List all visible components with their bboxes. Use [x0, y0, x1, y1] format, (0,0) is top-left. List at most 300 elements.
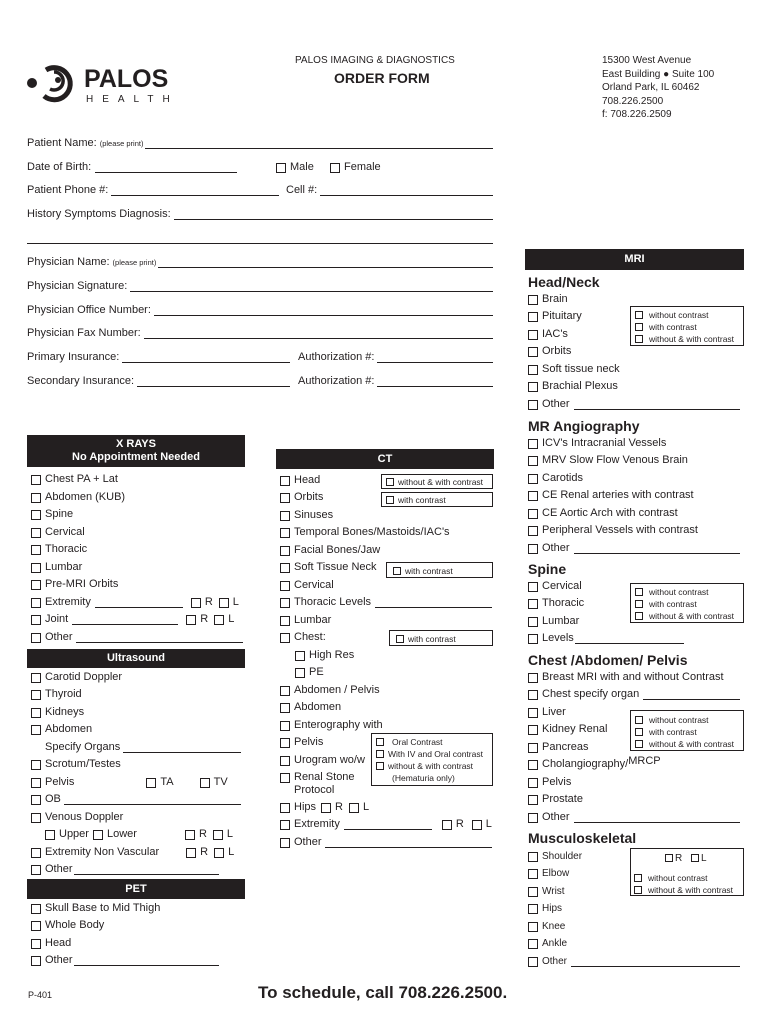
- pet-whole-body-checkbox[interactable]: [31, 921, 41, 931]
- mri-elbow-checkbox[interactable]: [528, 869, 538, 879]
- ct-other-checkbox[interactable]: [280, 838, 290, 848]
- ct-pelvis-label: Pelvis: [294, 736, 324, 748]
- pet-other-label: Other: [45, 954, 73, 966]
- ct-thoracic-checkbox[interactable]: [280, 598, 290, 608]
- mri-spine-cervical-label: Cervical: [542, 580, 582, 592]
- us-ob-checkbox[interactable]: [31, 795, 41, 805]
- xray-chest-label: Chest PA + Lat: [45, 473, 118, 485]
- ct-head-contrast-checkbox[interactable]: [386, 478, 394, 486]
- us-extremity-nv-l-checkbox[interactable]: [214, 848, 224, 858]
- us-upper-checkbox[interactable]: [45, 830, 55, 840]
- physician-name-field[interactable]: [158, 258, 493, 268]
- patient-name-field[interactable]: [145, 139, 493, 149]
- us-venous-checkbox[interactable]: [31, 813, 41, 823]
- physician-signature-label: Physician Signature:: [27, 280, 128, 292]
- cell-label: Cell #:: [286, 184, 318, 196]
- ct-facial-bones-label: Facial Bones/Jaw: [294, 544, 381, 556]
- mra-carotids-label: Carotids: [542, 472, 583, 484]
- ct-iv-oral-checkbox[interactable]: [376, 750, 384, 758]
- xray-extremity-checkbox[interactable]: [31, 598, 41, 608]
- ct-lumbar-checkbox[interactable]: [280, 616, 290, 626]
- us-other-label: Other: [45, 863, 73, 875]
- mri-chest-checkbox[interactable]: [528, 690, 538, 700]
- xray-other-checkbox[interactable]: [31, 633, 41, 643]
- mri-spine-lumbar-label: Lumbar: [542, 615, 580, 627]
- mri-pelvis-checkbox[interactable]: [528, 778, 538, 788]
- mri-msk-without-label: without contrast: [648, 873, 708, 883]
- us-pelvis-ta-checkbox[interactable]: [146, 778, 156, 788]
- us-extremity-nv-l-label: L: [228, 846, 235, 858]
- mri-mrcp-label: MRCP: [628, 755, 661, 767]
- patient-phone-field[interactable]: [111, 186, 279, 196]
- ct-high-res-checkbox[interactable]: [295, 651, 305, 661]
- mri-hn-other-checkbox[interactable]: [528, 400, 538, 410]
- ct-sinuses-checkbox[interactable]: [280, 511, 290, 521]
- us-ob-label: OB: [45, 793, 61, 805]
- ct-cervical-label: Cervical: [294, 579, 334, 591]
- ct-extremity-field[interactable]: [344, 820, 432, 830]
- us-extremity-nv-checkbox[interactable]: [31, 848, 41, 858]
- address-line: East Building ● Suite 100: [602, 68, 715, 80]
- mri-pancreas-checkbox[interactable]: [528, 743, 538, 753]
- xray-cervical-checkbox[interactable]: [31, 528, 41, 538]
- male-label: Male: [290, 161, 314, 173]
- mri-pituitary-label: Pituitary: [542, 310, 582, 322]
- mri-hn-with-checkbox[interactable]: [635, 323, 643, 331]
- ct-neck-contrast-box: [386, 562, 493, 578]
- mri-cap-other-label: Other: [542, 811, 570, 823]
- mra-ce-aortic-checkbox[interactable]: [528, 509, 538, 519]
- xrays-header: [27, 435, 245, 467]
- secondary-insurance-field[interactable]: [137, 377, 290, 387]
- physician-office-label: Physician Office Number:: [27, 304, 151, 316]
- cell-field[interactable]: [320, 186, 493, 196]
- mri-cap-other-field[interactable]: [574, 813, 740, 823]
- mri-msk-r-checkbox[interactable]: [665, 854, 673, 862]
- mri-spine-without-label: without contrast: [649, 587, 709, 597]
- xrays-title: X RAYS: [116, 438, 156, 450]
- mri-hn-contrast-box: [630, 306, 744, 346]
- ct-oral-contrast-checkbox[interactable]: [376, 738, 384, 746]
- mri-liver-checkbox[interactable]: [528, 708, 538, 718]
- mri-msk-heading: Musculoskeletal: [528, 830, 637, 846]
- address-line: 15300 West Avenue: [602, 55, 692, 66]
- ct-lumbar-label: Lumbar: [294, 614, 332, 626]
- ct-header: CT: [276, 449, 494, 469]
- mri-cap-with-checkbox[interactable]: [635, 728, 643, 736]
- mra-ce-renal-checkbox[interactable]: [528, 491, 538, 501]
- ct-hips-checkbox[interactable]: [280, 803, 290, 813]
- ct-temporal-bones-checkbox[interactable]: [280, 528, 290, 538]
- us-carotid-label: Carotid Doppler: [45, 671, 123, 683]
- xray-extremity-l-label: L: [232, 596, 239, 608]
- authorization-2-field[interactable]: [377, 377, 493, 387]
- mri-header: MRI: [525, 249, 744, 270]
- authorization-1-field[interactable]: [377, 353, 493, 363]
- mri-soft-tissue-neck-checkbox[interactable]: [528, 365, 538, 375]
- address-line: Orland Park, IL 60462: [602, 82, 700, 93]
- mra-mrv-checkbox[interactable]: [528, 456, 538, 466]
- us-kidneys-label: Kidneys: [45, 706, 85, 718]
- us-pelvis-tv-checkbox[interactable]: [200, 778, 210, 788]
- mri-kidney-label: Kidney Renal: [542, 723, 608, 735]
- form-code: P-401: [28, 990, 53, 1000]
- ct-pelvis-checkbox[interactable]: [280, 738, 290, 748]
- ct-neck-contrast-label: with contrast: [405, 566, 453, 576]
- mri-brain-checkbox[interactable]: [528, 295, 538, 305]
- ct-extremity-l-checkbox[interactable]: [472, 820, 482, 830]
- ct-chest-contrast-checkbox[interactable]: [396, 635, 404, 643]
- xray-lumbar-label: Lumbar: [45, 561, 83, 573]
- ct-extremity-r-label: R: [455, 818, 464, 830]
- us-abdomen-label: Abdomen: [45, 723, 93, 735]
- ct-abdomen-label: Abdomen: [294, 701, 342, 713]
- mri-cap-with-label: with contrast: [649, 727, 697, 737]
- xray-lumbar-checkbox[interactable]: [31, 563, 41, 573]
- us-lower-checkbox[interactable]: [93, 830, 103, 840]
- ct-renal-stone-checkbox[interactable]: [280, 773, 290, 783]
- ct-chest-checkbox[interactable]: [280, 633, 290, 643]
- xray-abdomen-checkbox[interactable]: [31, 493, 41, 503]
- mri-hn-without-checkbox[interactable]: [635, 311, 643, 319]
- mri-brachial-plexus-label: Brachial Plexus: [542, 380, 618, 392]
- mri-cap-contrast-box: [630, 710, 744, 751]
- us-upper-label: Upper: [59, 828, 89, 840]
- mri-ankle-label: Ankle: [542, 938, 568, 949]
- ct-head-label: Head: [294, 474, 321, 486]
- mri-brachial-plexus-checkbox[interactable]: [528, 382, 538, 392]
- xray-extremity-l-checkbox[interactable]: [219, 598, 229, 608]
- us-lower-label: Lower: [106, 828, 137, 840]
- ct-orbits-checkbox[interactable]: [280, 493, 290, 503]
- physician-name-label: Physician Name:: [27, 256, 110, 268]
- ct-thoracic-label: Thoracic Levels: [294, 596, 372, 608]
- xray-extremity-r-label: R: [204, 596, 213, 608]
- ct-head-checkbox[interactable]: [280, 476, 290, 486]
- ct-urogram-label: Urogram wo/w: [294, 754, 365, 766]
- ultrasound-header: Ultrasound: [27, 649, 245, 668]
- mri-spine-lumbar-checkbox[interactable]: [528, 617, 538, 627]
- mri-ankle-checkbox[interactable]: [528, 939, 538, 949]
- xray-other-field[interactable]: [76, 633, 243, 643]
- ct-temporal-bones-label: Temporal Bones/Mastoids/IAC's: [294, 526, 450, 538]
- us-specify-organs-field[interactable]: [123, 743, 241, 753]
- ct-thoracic-levels-field[interactable]: [375, 598, 492, 608]
- ct-other-label: Other: [294, 836, 322, 848]
- ct-abd-pelvis-checkbox[interactable]: [280, 686, 290, 696]
- ct-abd-pelvis-label: Abdomen / Pelvis: [294, 684, 380, 696]
- ct-wo-w-checkbox[interactable]: [376, 762, 384, 770]
- ct-extremity-r-checkbox[interactable]: [442, 820, 452, 830]
- mri-hn-without-label: without contrast: [649, 310, 709, 320]
- us-thyroid-checkbox[interactable]: [31, 690, 41, 700]
- pet-other-field[interactable]: [74, 956, 219, 966]
- mri-orbits-checkbox[interactable]: [528, 347, 538, 357]
- ct-oral-contrast-label: Oral Contrast: [392, 737, 443, 747]
- ct-pe-checkbox[interactable]: [295, 668, 305, 678]
- mri-msk-wo-w-checkbox[interactable]: [634, 886, 642, 894]
- mri-cap-wo-w-label: without & with contrast: [649, 739, 735, 749]
- xray-chest-checkbox[interactable]: [31, 475, 41, 485]
- schedule-text: To schedule, call 708.226.2500.: [258, 983, 508, 1002]
- xray-extremity-r-checkbox[interactable]: [191, 598, 201, 608]
- mri-msk-other-checkbox[interactable]: [528, 957, 538, 967]
- history-field-line2[interactable]: [27, 243, 493, 244]
- patient-name-note: (please print): [99, 139, 144, 148]
- mri-msk-other-label: Other: [542, 956, 568, 967]
- mri-spine-contrast-box: [630, 583, 744, 623]
- ct-iv-oral-label: With IV and Oral contrast: [388, 749, 483, 759]
- mri-cholangiography-checkbox[interactable]: [528, 760, 538, 770]
- ct-urogram-checkbox[interactable]: [280, 756, 290, 766]
- mri-msk-l-label: L: [701, 853, 707, 864]
- xray-spine-checkbox[interactable]: [31, 510, 41, 520]
- us-venous-l-checkbox[interactable]: [213, 830, 223, 840]
- mri-spine-with-label: with contrast: [649, 599, 697, 609]
- pet-whole-body-label: Whole Body: [45, 919, 105, 931]
- us-venous-r-label: R: [198, 828, 207, 840]
- mri-msk-l-checkbox[interactable]: [691, 854, 699, 862]
- mri-hn-with-label: with contrast: [649, 322, 697, 332]
- ct-cervical-checkbox[interactable]: [280, 581, 290, 591]
- address-block: [602, 54, 714, 122]
- mra-heading: MR Angiography: [528, 418, 640, 434]
- mri-hn-other-label: Other: [542, 398, 570, 410]
- us-pelvis-checkbox[interactable]: [31, 778, 41, 788]
- us-specify-organs-label: Specify Organs: [45, 741, 121, 753]
- ct-extremity-l-label: L: [485, 818, 492, 830]
- pet-header: PET: [27, 879, 245, 899]
- pet-head-checkbox[interactable]: [31, 939, 41, 949]
- ct-hips-label: Hips: [294, 801, 317, 813]
- mri-spine-heading: Spine: [528, 561, 567, 577]
- ct-other-field[interactable]: [325, 838, 492, 848]
- mri-pelvis-label: Pelvis: [542, 776, 572, 788]
- mri-cap-without-label: without contrast: [649, 715, 709, 725]
- xray-pre-mri-orbits-checkbox[interactable]: [31, 580, 41, 590]
- mri-spine-with-checkbox[interactable]: [635, 600, 643, 608]
- physician-fax-label: Physician Fax Number:: [27, 327, 141, 339]
- mri-msk-without-checkbox[interactable]: [634, 874, 642, 882]
- authorization-2-label: Authorization #:: [298, 375, 375, 387]
- fax-line: f: 708.226.2509: [602, 109, 672, 120]
- ct-pe-label: PE: [309, 666, 324, 678]
- xray-joint-label: Joint: [45, 613, 69, 625]
- us-extremity-nv-r-checkbox[interactable]: [186, 848, 196, 858]
- ct-high-res-label: High Res: [309, 649, 355, 661]
- mri-spine-without-checkbox[interactable]: [635, 588, 643, 596]
- pet-other-checkbox[interactable]: [31, 956, 41, 966]
- xray-thoracic-label: Thoracic: [45, 543, 88, 555]
- ct-hips-r-checkbox[interactable]: [321, 803, 331, 813]
- mri-elbow-label: Elbow: [542, 868, 570, 879]
- ct-neck-contrast-checkbox[interactable]: [393, 567, 401, 575]
- mri-hips-label: Hips: [542, 903, 563, 914]
- us-pelvis-tv-label: TV: [213, 776, 228, 788]
- ct-orbits-label: Orbits: [294, 491, 324, 503]
- physician-office-field[interactable]: [154, 306, 493, 316]
- mri-iacs-checkbox[interactable]: [528, 330, 538, 340]
- mri-spine-levels-field[interactable]: [575, 634, 684, 644]
- ct-orbits-contrast-checkbox[interactable]: [386, 496, 394, 504]
- xray-joint-field[interactable]: [72, 615, 178, 625]
- mri-spine-wo-w-label: without & with contrast: [649, 611, 735, 621]
- pet-skull-base-label: Skull Base to Mid Thigh: [45, 902, 161, 914]
- ct-abdomen-checkbox[interactable]: [280, 703, 290, 713]
- ct-head-contrast-box: [381, 474, 493, 489]
- ct-renal-stone-label: Renal Stone: [294, 771, 355, 783]
- mri-hips-checkbox[interactable]: [528, 904, 538, 914]
- physician-name-note: (please print): [112, 258, 157, 267]
- physician-signature-field[interactable]: [130, 282, 493, 292]
- mri-cholangiography-label: Cholangiography/: [542, 758, 629, 770]
- ct-soft-tissue-neck-checkbox[interactable]: [280, 563, 290, 573]
- xray-pre-mri-orbits-label: Pre-MRI Orbits: [45, 578, 119, 590]
- mri-hn-other-field[interactable]: [574, 400, 740, 410]
- us-ob-field[interactable]: [64, 795, 241, 805]
- ct-wo-w-label: without & with contrast: [388, 761, 474, 771]
- mri-cap-heading: Chest /Abdomen/ Pelvis: [528, 652, 688, 668]
- mri-spine-levels-checkbox[interactable]: [528, 634, 538, 644]
- mra-other-field[interactable]: [574, 544, 740, 554]
- authorization-1-label: Authorization #:: [298, 351, 375, 363]
- xray-abdomen-label: Abdomen (KUB): [45, 491, 126, 503]
- mri-cap-other-checkbox[interactable]: [528, 813, 538, 823]
- ct-hips-l-checkbox[interactable]: [349, 803, 359, 813]
- ct-sinuses-label: Sinuses: [294, 509, 334, 521]
- mri-chest-organ-field[interactable]: [643, 690, 740, 700]
- mri-headneck-heading: Head/Neck: [528, 274, 600, 290]
- us-venous-label: Venous Doppler: [45, 811, 124, 823]
- mri-wrist-label: Wrist: [542, 886, 565, 897]
- mri-breast-checkbox[interactable]: [528, 673, 538, 683]
- us-scrotum-label: Scrotum/Testes: [45, 758, 121, 770]
- primary-insurance-label: Primary Insurance:: [27, 351, 120, 363]
- ct-contrast-options-box: [371, 733, 493, 786]
- us-venous-r-checkbox[interactable]: [185, 830, 195, 840]
- mri-spine-wo-w-checkbox[interactable]: [635, 612, 643, 620]
- ct-chest-contrast-box: [389, 630, 493, 646]
- brand-subname: HEALTH: [86, 94, 179, 105]
- mri-chest-label: Chest specify organ: [542, 688, 640, 700]
- mra-icv-label: ICV's Intracranial Vessels: [542, 437, 667, 449]
- mri-prostate-checkbox[interactable]: [528, 795, 538, 805]
- xray-thoracic-checkbox[interactable]: [31, 545, 41, 555]
- xray-joint-r-checkbox[interactable]: [186, 615, 196, 625]
- org-name: PALOS IMAGING & DIAGNOSTICS: [295, 55, 455, 66]
- us-pelvis-ta-label: TA: [160, 776, 174, 788]
- xrays-subtitle: No Appointment Needed: [72, 451, 200, 463]
- xray-other-label: Other: [45, 631, 73, 643]
- dob-label: Date of Birth:: [27, 161, 92, 173]
- ct-chest-label: Chest:: [294, 631, 326, 643]
- mri-iacs-label: IAC's: [542, 328, 568, 340]
- mra-carotids-checkbox[interactable]: [528, 474, 538, 484]
- ct-head-contrast-label: without & with contrast: [398, 477, 484, 487]
- mri-wrist-checkbox[interactable]: [528, 887, 538, 897]
- mri-kidney-checkbox[interactable]: [528, 725, 538, 735]
- mri-spine-levels-label: Levels: [542, 632, 574, 644]
- mri-msk-r-label: R: [675, 853, 683, 864]
- mri-shoulder-label: Shoulder: [542, 851, 583, 862]
- xray-joint-l-label: L: [228, 613, 235, 625]
- ct-orbits-contrast-label: with contrast: [398, 495, 446, 505]
- female-label: Female: [344, 161, 381, 173]
- mri-shoulder-checkbox[interactable]: [528, 852, 538, 862]
- mra-other-checkbox[interactable]: [528, 544, 538, 554]
- primary-insurance-field[interactable]: [122, 353, 290, 363]
- ct-orbits-contrast-box: [381, 492, 493, 507]
- mri-cap-wo-w-checkbox[interactable]: [635, 740, 643, 748]
- mri-pituitary-checkbox[interactable]: [528, 312, 538, 322]
- xray-extremity-field[interactable]: [95, 598, 183, 608]
- us-carotid-checkbox[interactable]: [31, 673, 41, 683]
- physician-fax-field[interactable]: [144, 329, 493, 339]
- mri-breast-label: Breast MRI with and without Contrast: [542, 671, 724, 683]
- mri-prostate-label: Prostate: [542, 793, 583, 805]
- mri-pancreas-label: Pancreas: [542, 741, 589, 753]
- patient-phone-label: Patient Phone #:: [27, 184, 109, 196]
- mri-spine-thoracic-checkbox[interactable]: [528, 599, 538, 609]
- mri-knee-checkbox[interactable]: [528, 922, 538, 932]
- history-label: History Symptoms Diagnosis:: [27, 208, 171, 220]
- female-checkbox[interactable]: [330, 163, 340, 173]
- dob-field[interactable]: [95, 163, 237, 173]
- ct-extremity-label: Extremity: [294, 818, 340, 830]
- xray-joint-r-label: R: [200, 613, 209, 625]
- xray-joint-l-checkbox[interactable]: [214, 615, 224, 625]
- mra-icv-checkbox[interactable]: [528, 439, 538, 449]
- mri-msk-other-field[interactable]: [571, 957, 740, 967]
- mri-msk-wo-w-label: without & with contrast: [648, 885, 734, 895]
- mri-brain-label: Brain: [542, 293, 568, 305]
- xray-extremity-label: Extremity: [45, 596, 91, 608]
- ct-hips-r-label: R: [335, 801, 343, 813]
- mra-peripheral-checkbox[interactable]: [528, 526, 538, 536]
- male-checkbox[interactable]: [276, 163, 286, 173]
- mra-other-label: Other: [542, 542, 570, 554]
- us-abdomen-checkbox[interactable]: [31, 725, 41, 735]
- mri-msk-contrast-options: [634, 872, 733, 896]
- ct-extremity-checkbox[interactable]: [280, 820, 290, 830]
- us-kidneys-checkbox[interactable]: [31, 708, 41, 718]
- us-thyroid-label: Thyroid: [45, 688, 82, 700]
- mri-orbits-label: Orbits: [542, 345, 572, 357]
- ct-chest-contrast-label: with contrast: [408, 634, 456, 644]
- xray-spine-label: Spine: [45, 508, 74, 520]
- form-title: ORDER FORM: [334, 70, 430, 86]
- mri-spine-thoracic-label: Thoracic: [542, 597, 585, 609]
- pet-skull-base-checkbox[interactable]: [31, 904, 41, 914]
- ct-hips-l-label: L: [362, 801, 370, 813]
- us-scrotum-checkbox[interactable]: [31, 760, 41, 770]
- ct-enterography-label: Enterography with: [294, 719, 383, 731]
- mri-spine-cervical-checkbox[interactable]: [528, 582, 538, 592]
- us-extremity-nv-label: Extremity Non Vascular: [45, 846, 160, 858]
- phone-line: 708.226.2500: [602, 95, 664, 107]
- palos-logo: [24, 52, 179, 108]
- history-field[interactable]: [174, 210, 493, 220]
- ct-facial-bones-checkbox[interactable]: [280, 546, 290, 556]
- us-venous-l-label: L: [226, 828, 234, 840]
- xray-joint-checkbox[interactable]: [31, 615, 41, 625]
- us-other-field[interactable]: [74, 865, 219, 875]
- palos-logo-mark-icon: [24, 52, 84, 108]
- ct-enterography-checkbox[interactable]: [280, 721, 290, 731]
- mri-hn-wo-w-checkbox[interactable]: [635, 335, 643, 343]
- mri-cap-without-checkbox[interactable]: [635, 716, 643, 724]
- us-other-checkbox[interactable]: [31, 865, 41, 875]
